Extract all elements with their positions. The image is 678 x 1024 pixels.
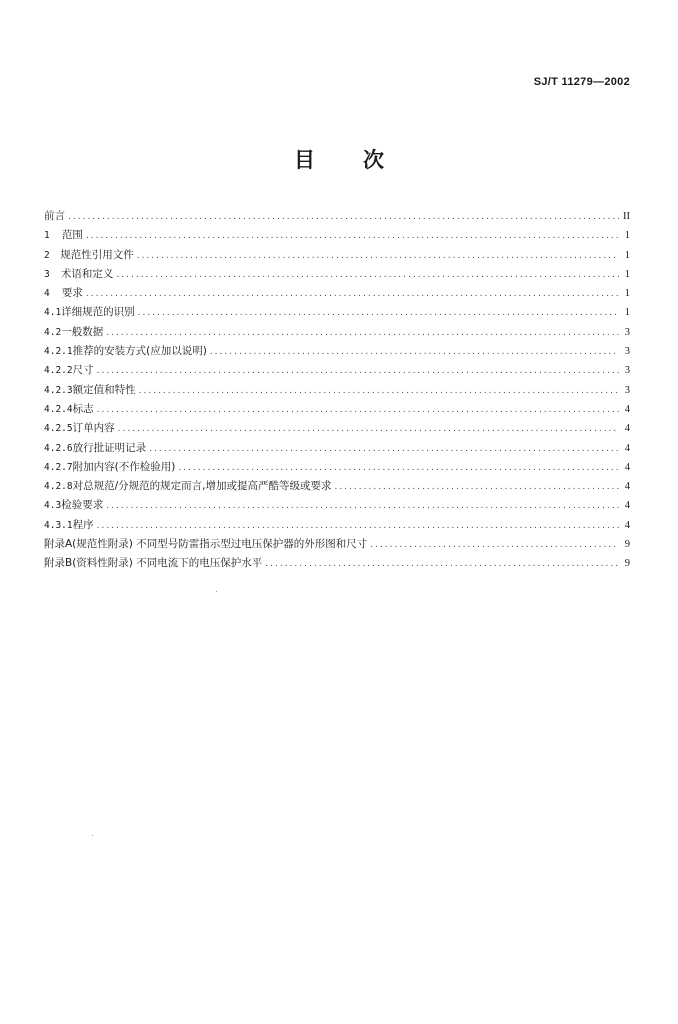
- toc-label: 尺寸: [72, 364, 94, 377]
- toc-label: 详细规范的识别: [61, 306, 135, 319]
- leader-dots: [97, 362, 619, 381]
- toc-entry[interactable]: [44, 226, 630, 245]
- toc-page: 4: [624, 403, 630, 415]
- toc-label: 附加内容(不作检验用): [72, 460, 176, 473]
- toc-page: 1: [624, 307, 630, 319]
- toc-number: 4.2.8: [44, 481, 73, 493]
- scan-speck: [92, 835, 93, 836]
- toc-number: 4.3.1: [44, 519, 73, 531]
- toc-label: 标志: [72, 402, 94, 415]
- toc-label: 检验要求: [61, 499, 104, 512]
- leader-dots: [97, 517, 619, 536]
- toc-page: 3: [624, 384, 630, 396]
- leader-dots: [265, 555, 619, 574]
- toc-entry[interactable]: [44, 419, 630, 438]
- leader-dots: [210, 343, 619, 362]
- toc-entry[interactable]: [44, 496, 630, 515]
- toc-label: 术语和定义: [60, 267, 114, 280]
- toc-entry[interactable]: [44, 458, 630, 477]
- toc-page: 4: [624, 461, 630, 473]
- leader-dots: [334, 478, 619, 497]
- toc-number: 4.2.4: [44, 403, 73, 415]
- toc-number: 4.2.1: [44, 346, 73, 358]
- toc-entry-annex-b[interactable]: [44, 554, 630, 573]
- toc-page: 9: [624, 558, 630, 570]
- toc-entry[interactable]: [44, 342, 630, 361]
- toc-number: 4.3: [44, 500, 62, 512]
- leader-dots: [118, 420, 619, 439]
- toc-entry[interactable]: [44, 361, 630, 380]
- leader-dots: [149, 440, 619, 459]
- toc-label: 对总规范/分规范的规定而言,增加或提高严酷等级或要求: [72, 480, 332, 493]
- leader-dots: [97, 401, 619, 420]
- leader-dots: [86, 227, 619, 246]
- page-title: 目次: [294, 148, 432, 172]
- toc-page: 9: [624, 539, 630, 551]
- toc-entry-foreword[interactable]: [44, 207, 630, 226]
- toc-page: 3: [624, 365, 630, 377]
- toc-number: 4: [44, 288, 50, 300]
- leader-dots: [139, 382, 619, 401]
- toc-entry[interactable]: [44, 477, 630, 496]
- toc-page: II: [623, 211, 630, 222]
- leader-dots: [86, 285, 619, 304]
- toc-label: 范围: [61, 229, 83, 242]
- toc-page: 4: [624, 481, 630, 493]
- leader-dots: [68, 208, 619, 227]
- toc-number: 2: [44, 249, 50, 261]
- leader-dots: [178, 459, 619, 478]
- toc-number: 4.1: [44, 307, 62, 319]
- toc-label: 前言: [44, 210, 65, 222]
- toc-label: 订单内容: [72, 422, 115, 435]
- leader-dots: [137, 247, 619, 266]
- leader-dots: [370, 536, 619, 555]
- toc-page: 4: [624, 442, 630, 454]
- toc-page: 1: [624, 288, 630, 300]
- toc-number: 4.2.6: [44, 442, 73, 454]
- leader-dots: [106, 497, 619, 516]
- toc-label: 要求: [61, 287, 83, 300]
- leader-dots: [116, 266, 619, 285]
- toc-page: 3: [624, 346, 630, 358]
- toc-page: 1: [624, 230, 630, 242]
- toc-entry[interactable]: [44, 400, 630, 419]
- toc-page: 4: [624, 519, 630, 531]
- toc-label: 附录A(规范性附录) 不同型号防雷指示型过电压保护器的外形图和尺寸: [44, 538, 368, 551]
- toc-label: 放行批证明记录: [72, 441, 147, 454]
- standard-code: SJ/T 11279—2002: [533, 76, 630, 88]
- leader-dots: [106, 324, 619, 343]
- toc-number: 4.2: [44, 326, 62, 338]
- toc-number: 3: [44, 268, 50, 280]
- toc-label: 规范性引用文件: [60, 248, 134, 261]
- toc-number: 4.2.2: [44, 365, 73, 377]
- toc-label: 程序: [72, 518, 94, 531]
- toc-entry[interactable]: [44, 265, 630, 284]
- toc-entry[interactable]: [44, 381, 630, 400]
- scan-speck: [216, 591, 217, 592]
- toc-page: 4: [624, 500, 630, 512]
- toc-page: 4: [624, 423, 630, 435]
- toc-entry[interactable]: [44, 323, 630, 342]
- toc-page: 1: [624, 249, 630, 261]
- toc-entry[interactable]: [44, 284, 630, 303]
- toc-number: 4.2.5: [44, 423, 73, 435]
- toc-entry[interactable]: [44, 516, 630, 535]
- toc-page: 1: [624, 268, 630, 280]
- table-of-contents: [44, 207, 630, 574]
- toc-label: 推荐的安装方式(应加以说明): [72, 345, 207, 358]
- toc-entry[interactable]: [44, 246, 630, 265]
- toc-label: 额定值和特性: [72, 383, 136, 396]
- toc-label: 一般数据: [61, 325, 104, 338]
- toc-entry-annex-a[interactable]: [44, 535, 630, 554]
- toc-number: 4.2.3: [44, 384, 73, 396]
- toc-number: 1: [44, 230, 50, 242]
- toc-entry[interactable]: [44, 303, 630, 322]
- toc-label: 附录B(资料性附录) 不同电流下的电压保护水平: [44, 557, 263, 570]
- toc-page: 3: [624, 326, 630, 338]
- toc-number: 4.2.7: [44, 461, 73, 473]
- toc-entry[interactable]: [44, 439, 630, 458]
- leader-dots: [138, 304, 619, 323]
